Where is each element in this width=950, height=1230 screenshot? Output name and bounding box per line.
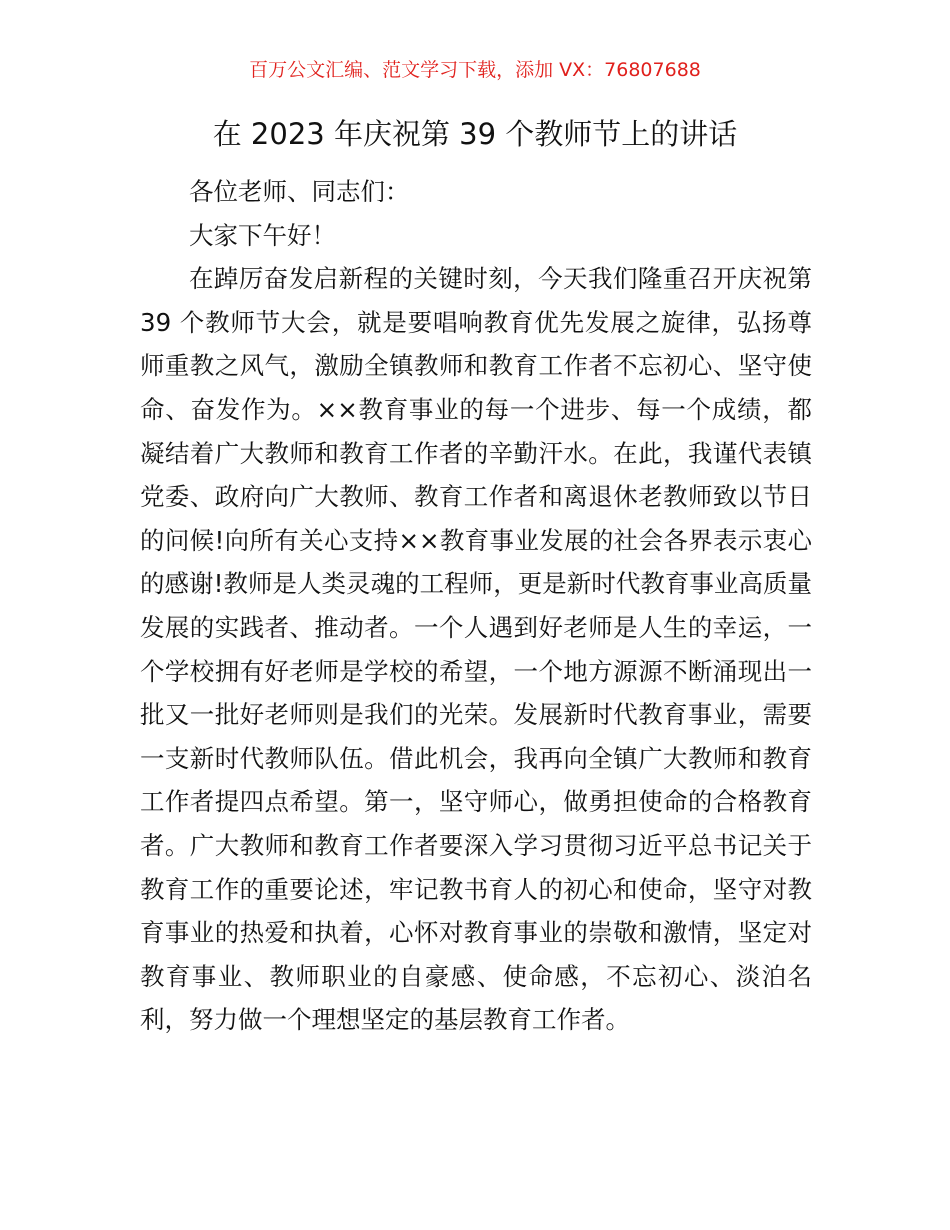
page-title: 在 2023 年庆祝第 39 个教师节上的讲话 — [212, 117, 738, 151]
document-body — [140, 170, 812, 1042]
body-paragraph: 在踔厉奋发启新程的关键时刻，今天我们隆重召开庆祝第 39 个教师节大会，就是要唱响教育优先发展之旋律，弘扬尊师重教之风气，激励全镇教师和教育工作者不忘初心、坚守使命、奋发作为。××教育事业的每一个进步、每一个成绩，都凝结着广大教师和教育工作者的辛勤汗水。在此，我谨代表镇党委、政府向广大教师、教育工作者和离退休老教师致以节日的问候!向所有关心支持××教育事业发展的社会各界表示衷心的感谢!教师是人类灵魂的工程师，更是新时代教育事业高质量发展的实践者、推动者。一个人遇到好老师是人生的幸运，一个学校拥有好老师是学校的希望，一个地方源源不断涌现出一批又一批好老师则是我们的光荣。发展新时代教育事业，需要一支新时代教师队伍。借此机会，我再向全镇广大教师和教育工作者提四点希望。第一，坚守师心，做勇担使命的合格教育者。广大教师和教育工作者要深入学习贯彻习近平总书记关于教育工作的重要论述，牢记教书育人的初心和使命，坚守对教育事业的热爱和执着，心怀对教育事业的崇敬和激情，坚定对教育事业、教师职业的自豪感、使命感，不忘初心、淡泊名利，努力做一个理想坚定的基层教育工作者。 — [140, 264, 812, 1035]
greeting: 大家下午好！ — [189, 220, 336, 250]
watermark-banner: 百万公文汇编、范文学习下载，添加 VX：76807688 — [249, 59, 701, 81]
salutation: 各位老师、同志们： — [189, 177, 410, 206]
